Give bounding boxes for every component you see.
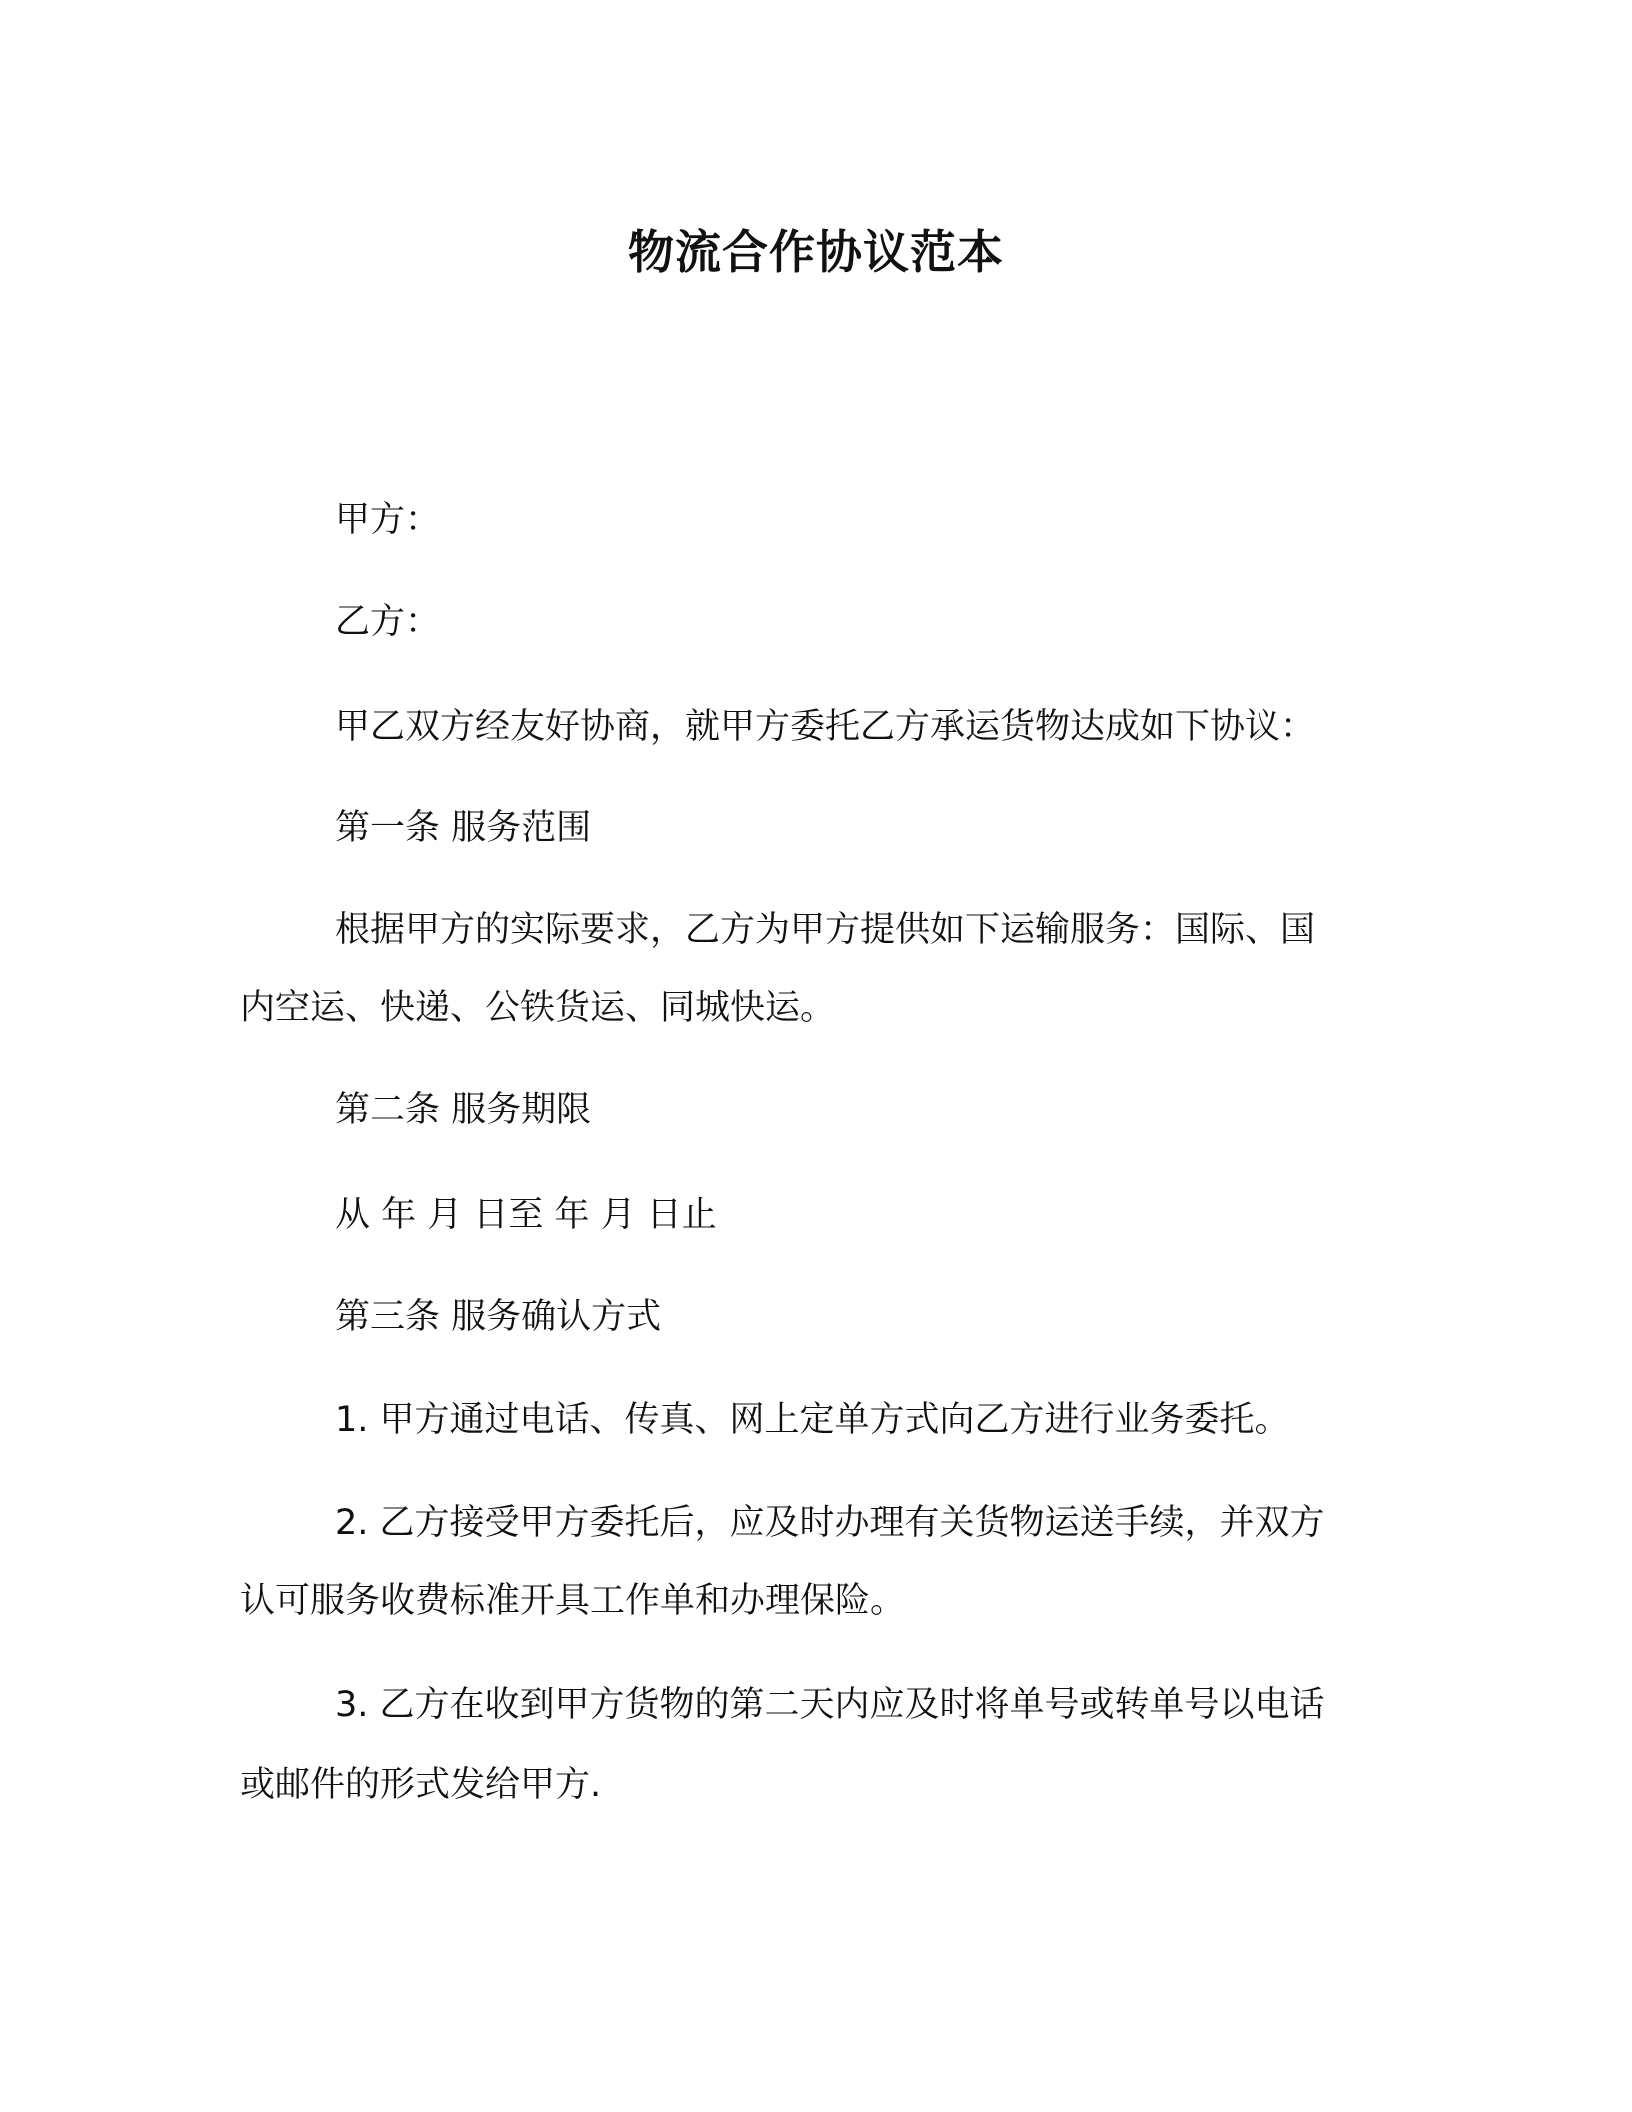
article1-heading: 第一条 服务范围: [335, 808, 592, 848]
article3-item3-line1: 3. 乙方在收到甲方货物的第二天内应及时将单号或转单号以电话: [335, 1685, 1325, 1725]
party-b-label: 乙方：: [335, 602, 441, 642]
article3-item2-line2: 认可服务收费标准开具工作单和办理保险。: [240, 1581, 906, 1621]
document-title: 物流合作协议范本: [628, 225, 1004, 279]
article3-heading: 第三条 服务确认方式: [335, 1297, 662, 1337]
article1-body-line2: 内空运、快递、公铁货运、同城快运。: [240, 988, 836, 1028]
intro-paragraph: 甲乙双方经友好协商，就甲方委托乙方承运货物达成如下协议：: [335, 707, 1316, 747]
article3-item1: 1. 甲方通过电话、传真、网上定单方式向乙方进行业务委托。: [335, 1400, 1290, 1440]
article1-body-line1: 根据甲方的实际要求，乙方为甲方提供如下运输服务：国际、国: [335, 910, 1316, 950]
article2-body: 从 年 月 日至 年 月 日止: [335, 1195, 717, 1235]
article2-heading: 第二条 服务期限: [335, 1090, 592, 1130]
party-a-label: 甲方：: [335, 500, 441, 540]
article3-item3-line2: 或邮件的形式发给甲方.: [240, 1765, 602, 1805]
article3-item2-line1: 2. 乙方接受甲方委托后，应及时办理有关货物运送手续，并双方: [335, 1503, 1325, 1543]
